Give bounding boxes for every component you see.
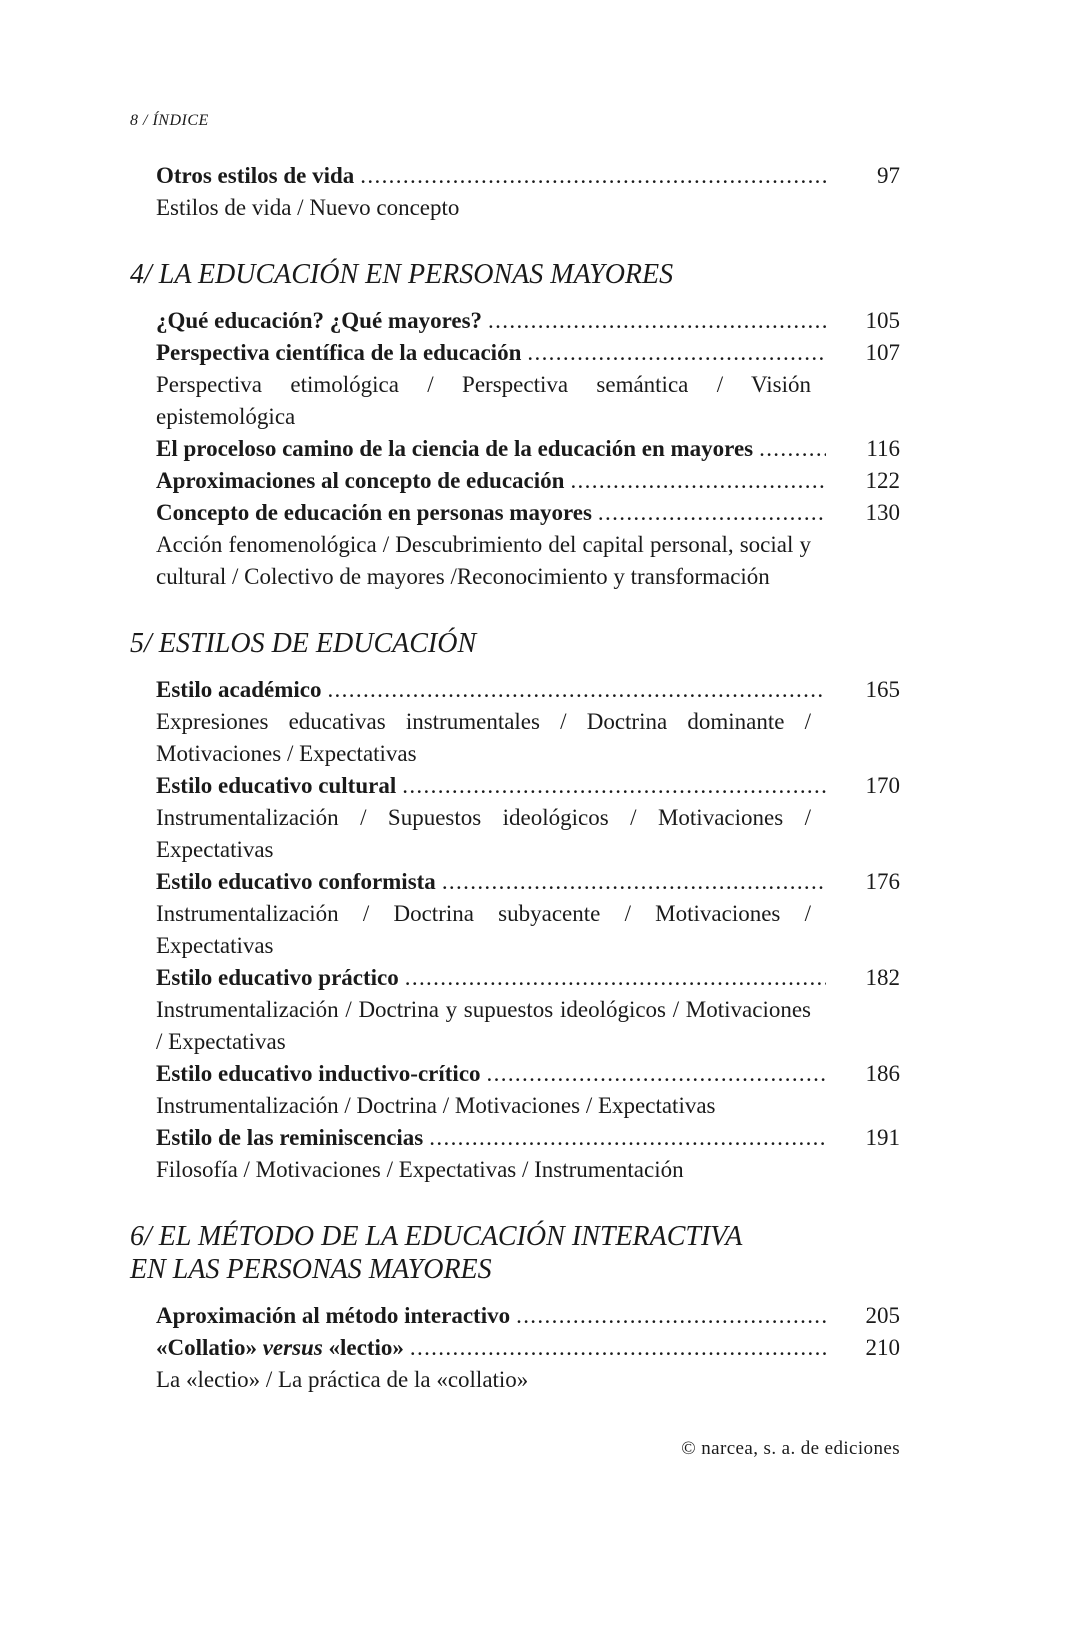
toc-entry[interactable] [156, 497, 900, 529]
entry-title [156, 1332, 404, 1364]
toc-entry[interactable] [156, 674, 900, 706]
dot-leader [487, 1058, 826, 1090]
entry-subtopics: La «lectio» / La práctica de la «collatio» [156, 1367, 529, 1392]
entry-title: Estilo educativo práctico [156, 965, 399, 990]
entry-title: Perspectiva científica de la educación [156, 340, 522, 365]
entry-subtopics: Instrumentalización / Doctrina / Motivaciones / Expectativas [156, 1093, 716, 1118]
entry-title: Estilo educativo conformista [156, 869, 436, 894]
entry-title: Concepto de educación en personas mayores [156, 500, 592, 525]
dot-leader [598, 497, 826, 529]
entry-title-part: versus [262, 1335, 323, 1360]
entry-title: Otros estilos de vida [156, 163, 355, 188]
toc-entry[interactable] [156, 305, 900, 337]
toc-entry[interactable] [156, 1122, 900, 1154]
toc-entry[interactable] [156, 770, 900, 802]
entry-title: Aproximaciones al concepto de educación [156, 468, 565, 493]
page-number: 191 [865, 1125, 900, 1150]
page-number: 107 [865, 340, 900, 365]
dot-leader [327, 674, 826, 706]
entry-title: Estilo educativo cultural [156, 773, 397, 798]
toc-entry[interactable] [156, 1332, 900, 1364]
page-number: 186 [865, 1061, 900, 1086]
dot-leader [405, 962, 826, 994]
dot-leader [402, 770, 826, 802]
entry-title: Estilo de las reminiscencias [156, 1125, 424, 1150]
page-number: 170 [865, 773, 900, 798]
dot-leader [759, 433, 826, 465]
toc-entry[interactable] [156, 1058, 900, 1090]
toc-entry[interactable] [156, 160, 900, 192]
chapter-title-line: 4/ LA EDUCACIÓN EN PERSONAS MAYORES [130, 259, 674, 290]
entry-subtopics: Estilos de vida / Nuevo concepto [156, 195, 460, 220]
page-number: 105 [865, 308, 900, 333]
entry-title: Estilo académico [156, 677, 322, 702]
dot-leader [429, 1122, 826, 1154]
dot-leader [410, 1332, 826, 1364]
chapter-title-line: 5/ ESTILOS DE EDUCACIÓN [130, 628, 477, 659]
toc-entry[interactable] [156, 1300, 900, 1332]
chapter-title [130, 627, 900, 660]
page-number: 182 [865, 965, 900, 990]
page-number: 176 [865, 869, 900, 894]
toc-entry[interactable] [156, 962, 900, 994]
running-head: 8 / ÍNDICE [130, 112, 209, 129]
dot-leader [570, 465, 826, 497]
entry-subtopics: Perspectiva etimológica / Perspectiva semántica / Visión epistemológica [156, 372, 811, 429]
dot-leader [360, 160, 826, 192]
entry-title-part: «Collatio» [156, 1335, 263, 1360]
toc-section [130, 627, 900, 1186]
dot-leader [488, 305, 826, 337]
chapter-title [130, 1220, 900, 1286]
entry-subtopics: Acción fenomenológica / Descubrimiento del capital personal, social y cultural / Colectivo de mayores /Reconocimiento y transformación [156, 532, 811, 589]
entry-title-part: «lectio» [322, 1335, 404, 1360]
page-number: 130 [865, 500, 900, 525]
table-of-contents [130, 160, 900, 1430]
entry-title: Estilo educativo inductivo-crítico [156, 1061, 481, 1086]
toc-entry[interactable] [156, 337, 900, 369]
entry-title: Aproximación al método interactivo [156, 1303, 511, 1328]
toc-section [130, 1220, 900, 1396]
page-number: 205 [865, 1303, 900, 1328]
chapter-title-line: 6/ EL MÉTODO DE LA EDUCACIÓN INTERACTIVA [130, 1221, 743, 1252]
dot-leader [442, 866, 826, 898]
entry-subtopics: Instrumentalización / Doctrina subyacente / Motivaciones / Expectativas [156, 901, 811, 958]
entry-subtopics: Instrumentalización / Doctrina y supuestos ideológicos / Motivaciones / Expectativas [156, 997, 811, 1054]
dot-leader [516, 1300, 826, 1332]
chapter-title [130, 258, 900, 291]
copyright-footer: © narcea, s. a. de ediciones [681, 1438, 900, 1459]
toc-entry[interactable] [156, 465, 900, 497]
page-number: 97 [877, 163, 900, 188]
page-number: 122 [865, 468, 900, 493]
entry-subtopics: Expresiones educativas instrumentales / Doctrina dominante / Motivaciones / Expectativas [156, 709, 811, 766]
entry-title: El proceloso camino de la ciencia de la educación en mayores [156, 436, 754, 461]
toc-entry[interactable] [156, 866, 900, 898]
page-number: 210 [865, 1335, 900, 1360]
chapter-title-line: EN LAS PERSONAS MAYORES [130, 1254, 492, 1285]
page-number: 165 [865, 677, 900, 702]
toc-section [130, 258, 900, 593]
entry-subtopics: Filosofía / Motivaciones / Expectativas / Instrumentación [156, 1157, 684, 1182]
toc-section [130, 160, 900, 224]
entry-subtopics: Instrumentalización / Supuestos ideológicos / Motivaciones / Expectativas [156, 805, 811, 862]
entry-title: ¿Qué educación? ¿Qué mayores? [156, 308, 483, 333]
toc-entry[interactable] [156, 433, 900, 465]
page-number: 116 [866, 436, 900, 461]
dot-leader [527, 337, 826, 369]
